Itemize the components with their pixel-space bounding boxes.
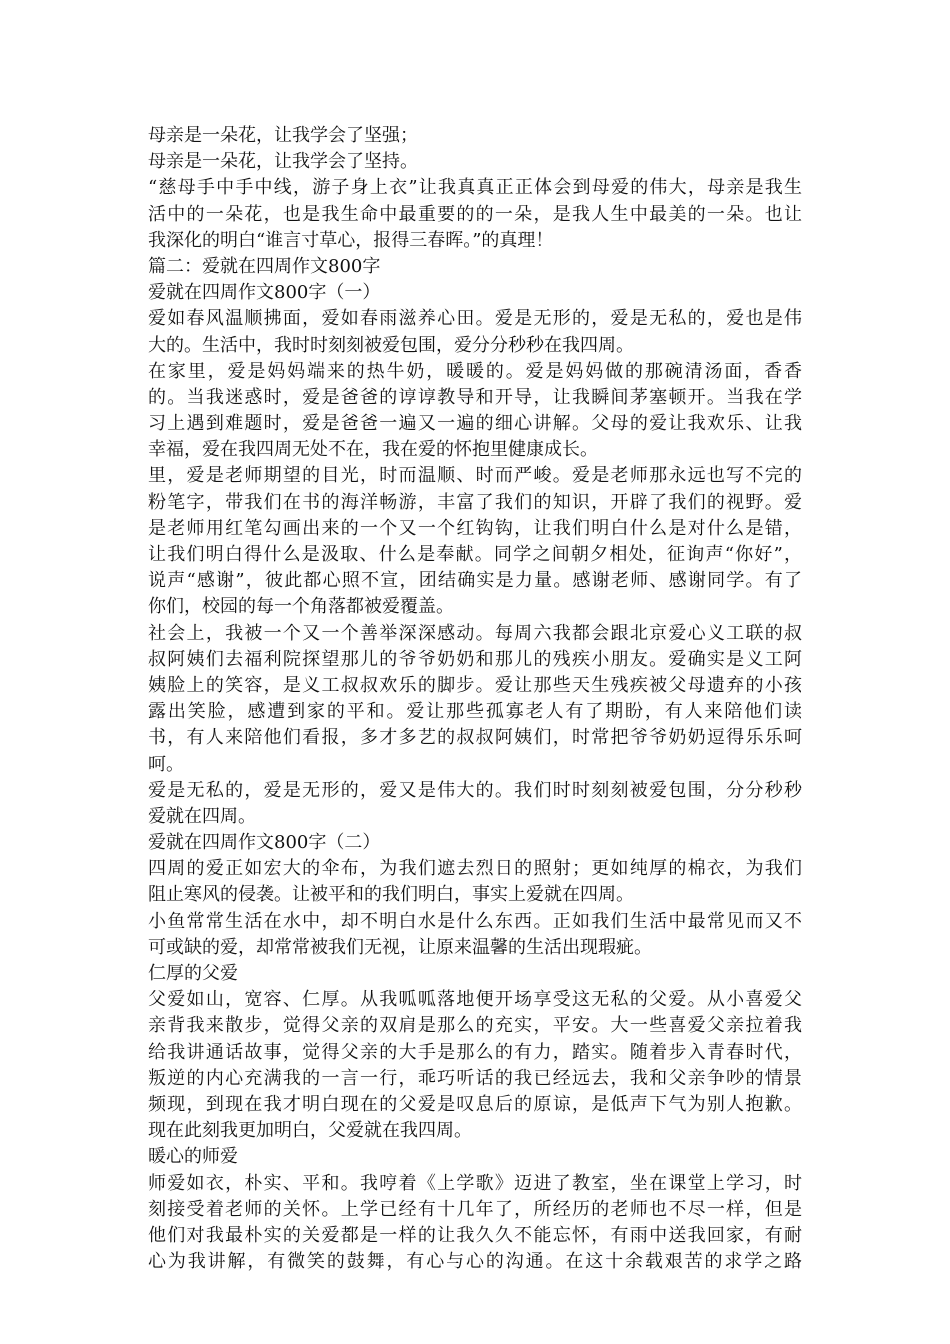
text-line: 叔阿姨们去福利院探望那儿的爷爷奶奶和那儿的残疾小朋友。爱确实是义工阿 — [148, 648, 802, 670]
text-line: 书，有人来陪他们看报，多才多艺的叔叔阿姨们，时常把爷爷奶奶逗得乐乐呵 — [148, 727, 802, 749]
text-line: 父爱如山，宽容、仁厚。从我呱呱落地便开场享受这无私的父爱。从小喜爱父 — [148, 989, 802, 1011]
text-line: 四周的爱正如宏大的伞布，为我们遮去烈日的照射；更如纯厚的棉衣，为我们 — [148, 858, 802, 880]
subsection-heading: 爱就在四周作文800字（二） — [148, 832, 381, 854]
text-line: 小鱼常常生活在水中，却不明白水是什么东西。正如我们生活中最常见而又不 — [148, 910, 802, 932]
text-line: 现在此刻我更加明白，父爱就在我四周。 — [148, 1120, 472, 1142]
text-line: 母亲是一朵花，让我学会了坚持。 — [148, 151, 418, 173]
text-line: “慈母手中手中线，游子身上衣”让我真真正正体会到母爱的伟大，母亲是我生 — [148, 177, 802, 199]
text-line: 的。当我迷惑时，爱是爸爸的谆谆教导和开导，让我瞬间茅塞顿开。当我在学 — [148, 386, 802, 408]
text-line: 里，爱是老师期望的目光，时而温顺、时而严峻。爱是老师那永远也写不完的 — [148, 465, 802, 487]
text-line: 幸福，爱在我四周无处不在，我在爱的怀抱里健康成长。 — [148, 439, 598, 461]
subsection-heading: 爱就在四周作文800字（一） — [148, 282, 381, 304]
text-line: 在家里，爱是妈妈端来的热牛奶，暖暖的。爱是妈妈做的那碗清汤面，香香 — [148, 360, 802, 382]
text-line: 是老师用红笔勾画出来的一个又一个红钩钩，让我们明白什么是对什么是错， — [148, 517, 802, 539]
subsection-heading: 仁厚的父爱 — [148, 963, 238, 984]
text-line: 姨脸上的笑容，是义工叔叔欢乐的脚步。爱让那些天生残疾被父母遗弃的小孩 — [148, 674, 802, 696]
text-line: 粉笔字，带我们在书的海洋畅游，丰富了我们的知识，开辟了我们的视野。爱 — [148, 491, 802, 513]
text-line: 露出笑脸，感遭到家的平和。爱让那些孤寡老人有了期盼，有人来陪他们读 — [148, 701, 802, 723]
text-line: 说声“感谢”，彼此都心照不宣，团结确实是力量。感谢老师、感谢同学。有了 — [148, 570, 802, 592]
text-line: 叛逆的内心充满我的一言一行，乖巧听话的我已经远去，我和父亲争吵的情景 — [148, 1067, 802, 1089]
text-line: 让我们明白得什么是汲取、什么是奉献。同学之间朝夕相处，征询声“你好”， — [148, 544, 802, 565]
document-body — [148, 123, 802, 1275]
text-line: 师爱如衣，朴实、平和。我哼着《上学歌》迈进了教室，坐在课堂上学习，时 — [148, 1172, 802, 1194]
text-line: 他们对我最朴实的关爱都是一样的让我久久不能忘怀，有雨中送我回家，有耐 — [148, 1224, 802, 1246]
text-line: 爱就在四周。 — [148, 805, 256, 827]
text-line: 活中的一朵花，也是我生命中最重要的的一朵，是我人生中最美的一朵。也让 — [148, 203, 802, 225]
text-line: 刻接受着老师的关怀。上学已经有十几年了，所经历的老师也不尽一样，但是 — [148, 1198, 802, 1220]
text-line: 社会上，我被一个又一个善举深深感动。每周六我都会跟北京爱心义工联的叔 — [148, 622, 802, 644]
section-heading: 篇二：爱就在四周作文800字 — [148, 255, 381, 277]
text-line: 呵。 — [148, 753, 184, 775]
text-line: 阻止寒风的侵袭。让被平和的我们明白，事实上爱就在四周。 — [148, 884, 634, 906]
text-line: 爱是无私的，爱是无形的，爱又是伟大的。我们时时刻刻被爱包围，分分秒秒 — [148, 779, 802, 801]
text-line: 可或缺的爱，却常常被我们无视，让原来温馨的生活出现瑕疵。 — [148, 936, 652, 958]
text-line: 给我讲通话故事，觉得父亲的大手是那么的有力，踏实。随着步入青春时代， — [148, 1041, 802, 1063]
text-line: 亲背我来散步，觉得父亲的双肩是那么的充实，平安。大一些喜爱父亲拉着我 — [148, 1015, 802, 1037]
text-line: 习上遇到难题时，爱是爸爸一遍又一遍的细心讲解。父母的爱让我欢乐、让我 — [148, 413, 802, 435]
text-line: 频现，到现在我才明白现在的父爱是叹息后的原谅，是低声下气为别人抱歉。 — [148, 1093, 802, 1115]
text-line: 心为我讲解，有微笑的鼓舞，有心与心的沟通。在这十余载艰苦的求学之路 — [148, 1251, 802, 1273]
text-line: 你们，校园的每一个角落都被爱覆盖。 — [148, 596, 454, 618]
subsection-heading: 暖心的师爱 — [148, 1146, 238, 1168]
text-line: 爱如春风温顺拂面，爱如春雨滋养心田。爱是无形的，爱是无私的，爱也是伟 — [148, 308, 802, 330]
text-line: 我深化的明白“谁言寸草心，报得三春晖。”的真理！ — [148, 229, 554, 251]
text-line: 大的。生活中，我时时刻刻被爱包围，爱分分秒秒在我四周。 — [148, 334, 634, 356]
text-line: 母亲是一朵花，让我学会了坚强； — [148, 125, 418, 146]
